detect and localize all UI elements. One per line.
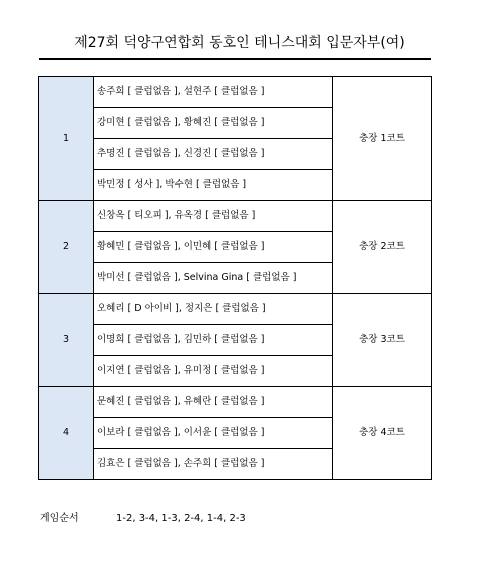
title-underline xyxy=(39,58,431,60)
game-order-value: 1-2, 3-4, 1-3, 2-4, 1-4, 2-3 xyxy=(116,513,246,524)
game-order-label: 게임순서 xyxy=(40,513,79,524)
pair-entry: 강미현 [ 클럽없음 ], 황혜진 [ 클럽없음 ] xyxy=(94,108,333,139)
court-assignment: 충장 3코트 xyxy=(333,294,432,387)
group-number: 2 xyxy=(39,201,94,294)
court-assignment: 충장 2코트 xyxy=(333,201,432,294)
court-assignment: 충장 4코트 xyxy=(333,387,432,480)
pair-entry: 오혜리 [ D 아이비 ], 정지은 [ 클럽없음 ] xyxy=(94,294,333,325)
draw-table xyxy=(38,76,432,480)
table-row xyxy=(39,294,432,325)
group-number: 3 xyxy=(39,294,94,387)
pair-entry: 황혜민 [ 클럽없음 ], 이민혜 [ 클럽없음 ] xyxy=(94,232,333,263)
group-number: 4 xyxy=(39,387,94,480)
pair-entry: 박민정 [ 성사 ], 박수현 [ 클럽없음 ] xyxy=(94,170,333,201)
pair-entry: 박미선 [ 클럽없음 ], Selvina Gina [ 클럽없음 ] xyxy=(94,263,333,294)
pair-entry: 이보라 [ 클럽없음 ], 이서윤 [ 클럽없음 ] xyxy=(94,418,333,449)
table-row xyxy=(39,201,432,232)
court-assignment: 충장 1코트 xyxy=(333,77,432,201)
pair-entry: 이명희 [ 클럽없음 ], 김민하 [ 클럽없음 ] xyxy=(94,325,333,356)
page-title: 제27회 덕양구연합회 동호인 테니스대회 입문자부(여) xyxy=(74,35,405,51)
pair-entry: 신창옥 [ 티오피 ], 유옥경 [ 클럽없음 ] xyxy=(94,201,333,232)
pair-entry: 이지연 [ 클럽없음 ], 유미정 [ 클럽없음 ] xyxy=(94,356,333,387)
table-row xyxy=(39,77,432,108)
pair-entry: 김효은 [ 클럽없음 ], 손주희 [ 클럽없음 ] xyxy=(94,449,333,480)
pair-entry: 송주희 [ 클럽없음 ], 설현주 [ 클럽없음 ] xyxy=(94,77,333,108)
group-number: 1 xyxy=(39,77,94,201)
table-row xyxy=(39,387,432,418)
pair-entry: 문혜진 [ 클럽없음 ], 유혜란 [ 클럽없음 ] xyxy=(94,387,333,418)
pair-entry: 추명진 [ 클럽없음 ], 신경진 [ 클럽없음 ] xyxy=(94,139,333,170)
